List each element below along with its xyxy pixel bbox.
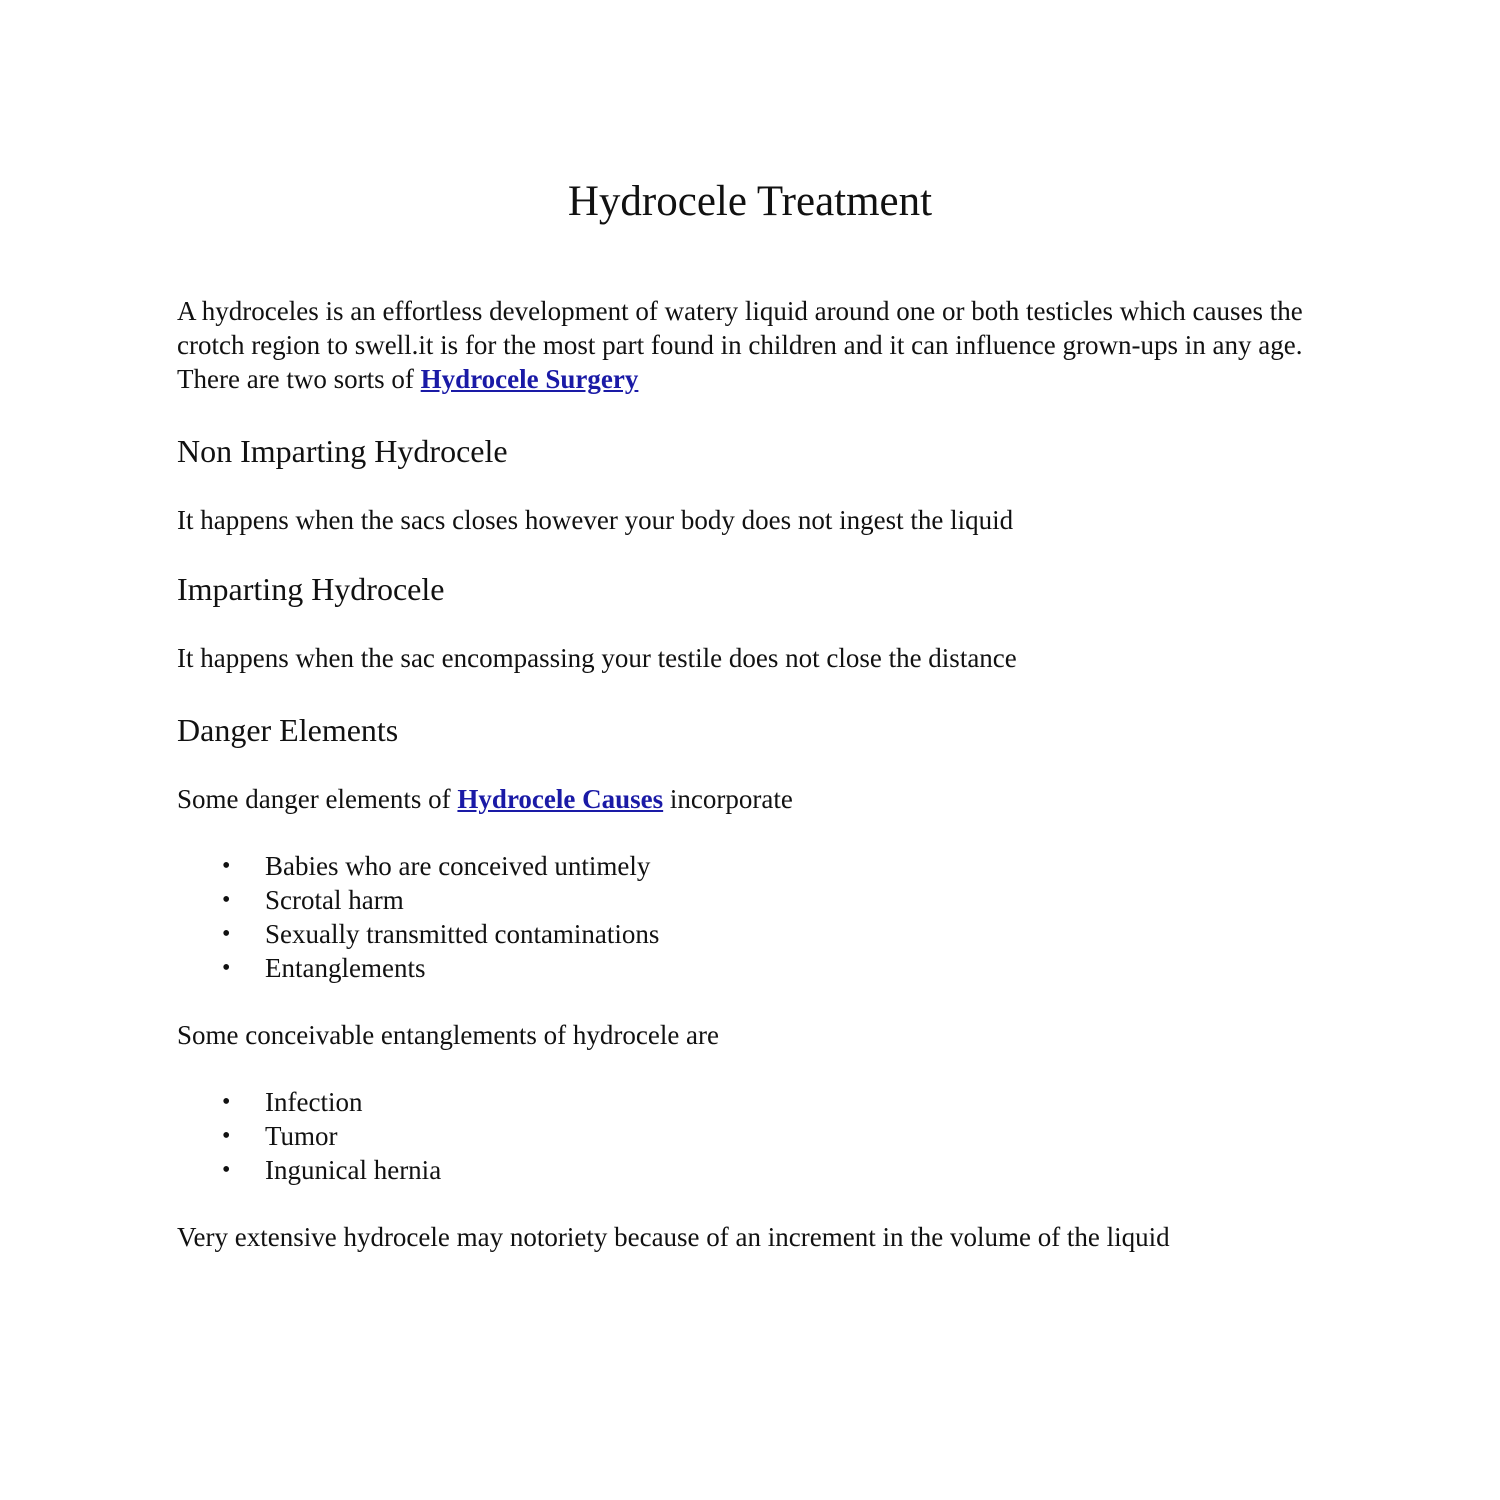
bullet-icon: •: [222, 1089, 231, 1115]
hydrocele-surgery-link[interactable]: Hydrocele Surgery: [420, 364, 639, 394]
bullet-icon: •: [222, 1123, 231, 1149]
bullet-icon: •: [222, 921, 231, 947]
list-item: • Tumor: [222, 1121, 338, 1151]
document-body: [177, 294, 1307, 1254]
section-heading-non-imparting: Non Imparting Hydrocele: [177, 433, 508, 469]
bullet-icon: •: [222, 887, 231, 913]
intro-text: A hydroceles is an effortless development of watery liquid around one or both testicles which causes the crotch region to swell.it is for the most part found in children and it can influence grown-ups in any age. There are two sorts of: [177, 296, 1303, 394]
list-item: • Scrotal harm: [222, 885, 404, 915]
list-item: • Ingunical hernia: [222, 1155, 442, 1185]
bullet-icon: •: [222, 955, 231, 981]
section-heading-danger-elements: Danger Elements: [177, 712, 399, 748]
intro-paragraph: [177, 294, 1307, 396]
section-body-imparting: It happens when the sac encompassing your testile does not close the distance: [177, 643, 1017, 673]
section-body-non-imparting: It happens when the sacs closes however your body does not ingest the liquid: [177, 505, 1014, 535]
complications-intro: Some conceivable entanglements of hydrocele are: [177, 1020, 720, 1050]
bullet-icon: •: [222, 853, 231, 879]
list-item: • Infection: [222, 1087, 363, 1117]
danger-text-after: incorporate: [663, 784, 793, 814]
section-heading-imparting: Imparting Hydrocele: [177, 571, 445, 607]
risk-factors-list: [177, 849, 1307, 985]
bullet-icon: •: [222, 1157, 231, 1183]
hydrocele-causes-link[interactable]: Hydrocele Causes: [457, 784, 664, 814]
complications-list: [177, 1085, 1307, 1187]
list-item: • Entanglements: [222, 953, 426, 983]
list-item: • Sexually transmitted contaminations: [222, 919, 660, 949]
list-item: • Babies who are conceived untimely: [222, 851, 651, 881]
danger-text-before: Some danger elements of: [177, 784, 458, 814]
section-body-danger-elements: [177, 782, 1307, 816]
closing-paragraph: Very extensive hydrocele may notoriety because of an increment in the volume of the liquid: [177, 1222, 1170, 1252]
page-title: Hydrocele Treatment: [567, 178, 933, 225]
